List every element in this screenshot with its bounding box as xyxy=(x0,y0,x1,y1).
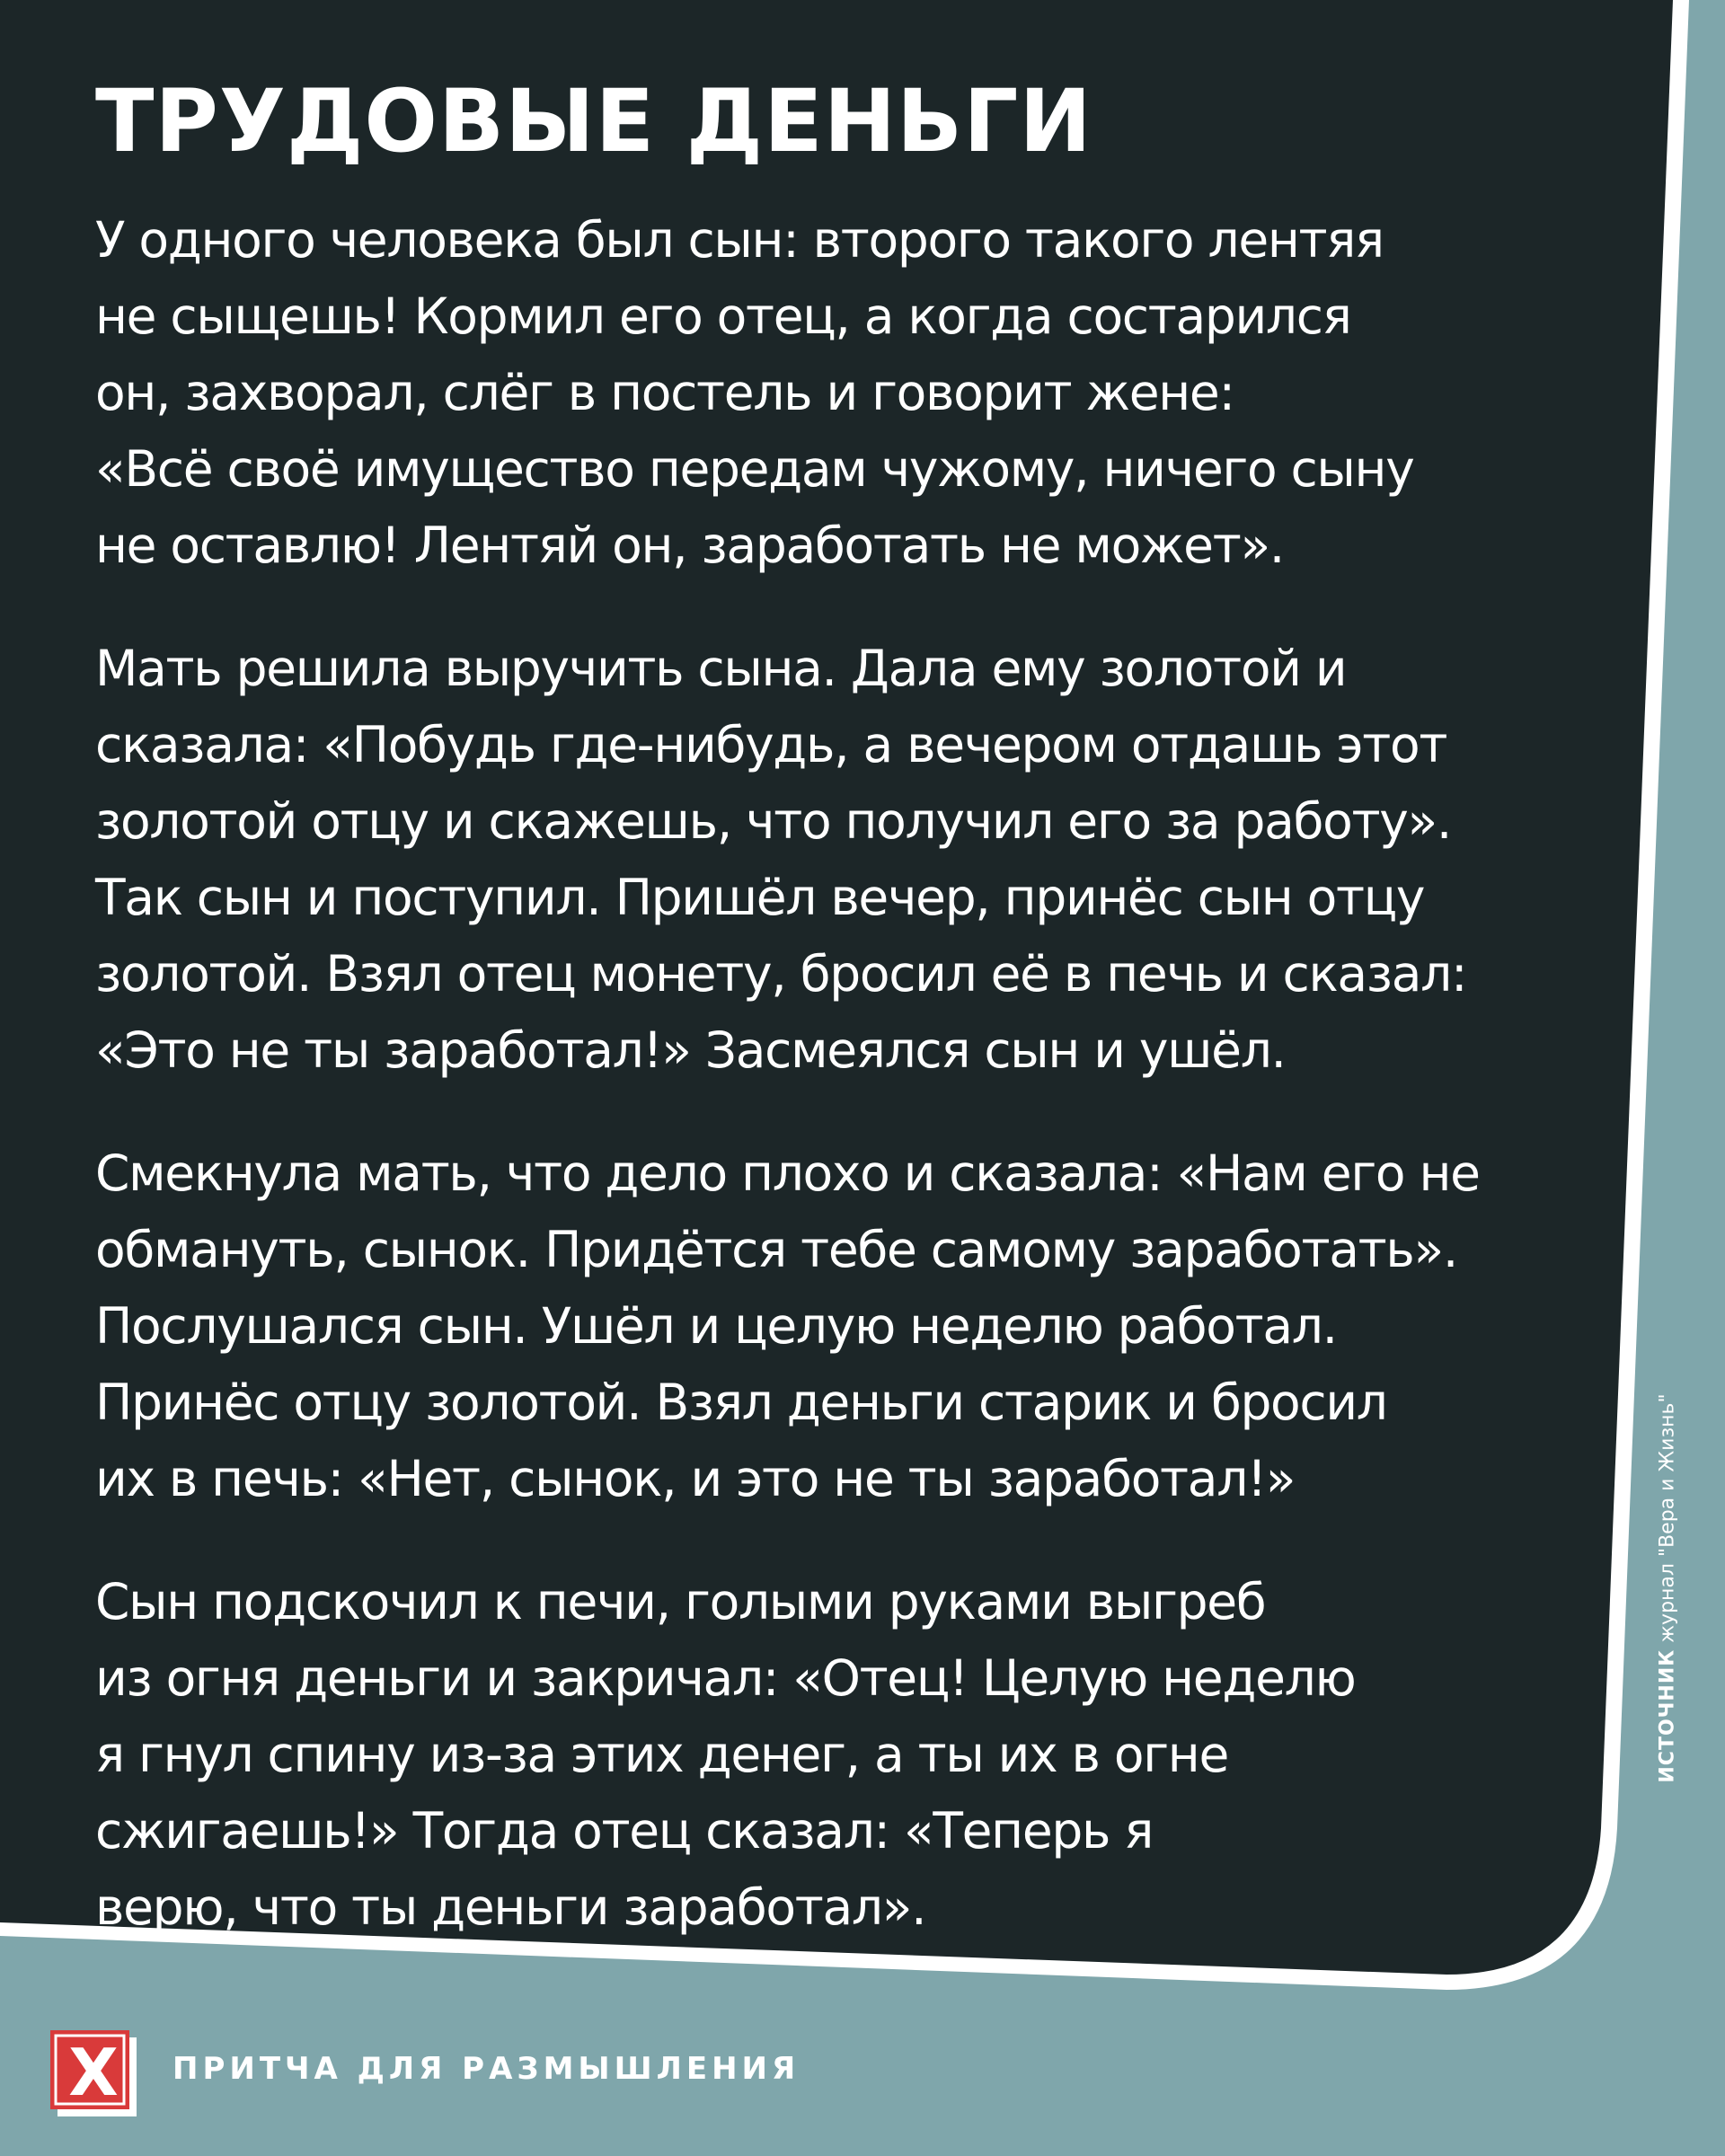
text-line: золотой. Взял отец монету, бросил её в печь и сказал: xyxy=(95,945,1467,1003)
paragraph xyxy=(95,1564,1623,1946)
page-title: ТРУДОВЫЕ ДЕНЬГИ xyxy=(95,71,1092,172)
text-line: их в печь: «Нет, сынок, и это не ты заработал!» xyxy=(95,1450,1296,1507)
text-line: золотой отцу и скажешь, что получил его за работу». xyxy=(95,792,1452,850)
text-line: я гнул спину из-за этих денег, а ты их в огне xyxy=(95,1726,1228,1783)
text-line: Послушался сын. Ушёл и целую неделю работал. xyxy=(95,1297,1337,1355)
text-line: «Всё своё имущество передам чужому, ничего сыну xyxy=(95,440,1414,498)
parable-text xyxy=(95,202,1623,1946)
paragraph xyxy=(95,202,1623,584)
text-line: Принёс отцу золотой. Взял деньги старик и бросил xyxy=(95,1374,1387,1431)
paragraph xyxy=(95,631,1623,1089)
text-line: Сын подскочил к печи, голыми руками выгреб xyxy=(95,1573,1266,1630)
text-line: Смекнула мать, что дело плохо и сказала: «Нам его не xyxy=(95,1144,1480,1202)
text-line: он, захворал, слёг в постель и говорит жене: xyxy=(95,364,1234,421)
text-line: Мать решила выручить сына. Дала ему золотой и xyxy=(95,640,1347,697)
source-label: ИСТОЧНИК xyxy=(1656,1648,1679,1783)
logo-letter: X xyxy=(68,2035,119,2110)
text-line: верю, что ты деньги заработал». xyxy=(95,1878,926,1936)
source-text: журнал "Вера и Жизнь" xyxy=(1656,1393,1679,1643)
footer-label: ПРИТЧА ДЛЯ РАЗМЫШЛЕНИЯ xyxy=(172,2051,801,2087)
paragraph xyxy=(95,1135,1623,1517)
text-line: Так сын и поступил. Пришёл вечер, принёс сын отцу xyxy=(95,869,1425,926)
text-line: сказала: «Побудь где-нибудь, а вечером отдашь этот xyxy=(95,716,1447,773)
source-note xyxy=(1657,1393,1679,1782)
text-line: не оставлю! Лентяй он, заработать не может». xyxy=(95,517,1284,574)
text-line: У одного человека был сын: второго такого лентяя xyxy=(95,211,1384,269)
text-line: сжигаешь!» Тогда отец сказал: «Теперь я xyxy=(95,1802,1154,1860)
text-line: из огня деньги и закричал: «Отец! Целую неделю xyxy=(95,1649,1356,1707)
x-logo-icon xyxy=(50,2030,138,2118)
text-line: не сыщешь! Кормил его отец, а когда состарился xyxy=(95,287,1351,345)
text-line: «Это не ты заработал!» Засмеялся сын и ушёл. xyxy=(95,1021,1286,1079)
text-line: обмануть, сынок. Придётся тебе самому заработать». xyxy=(95,1221,1458,1278)
